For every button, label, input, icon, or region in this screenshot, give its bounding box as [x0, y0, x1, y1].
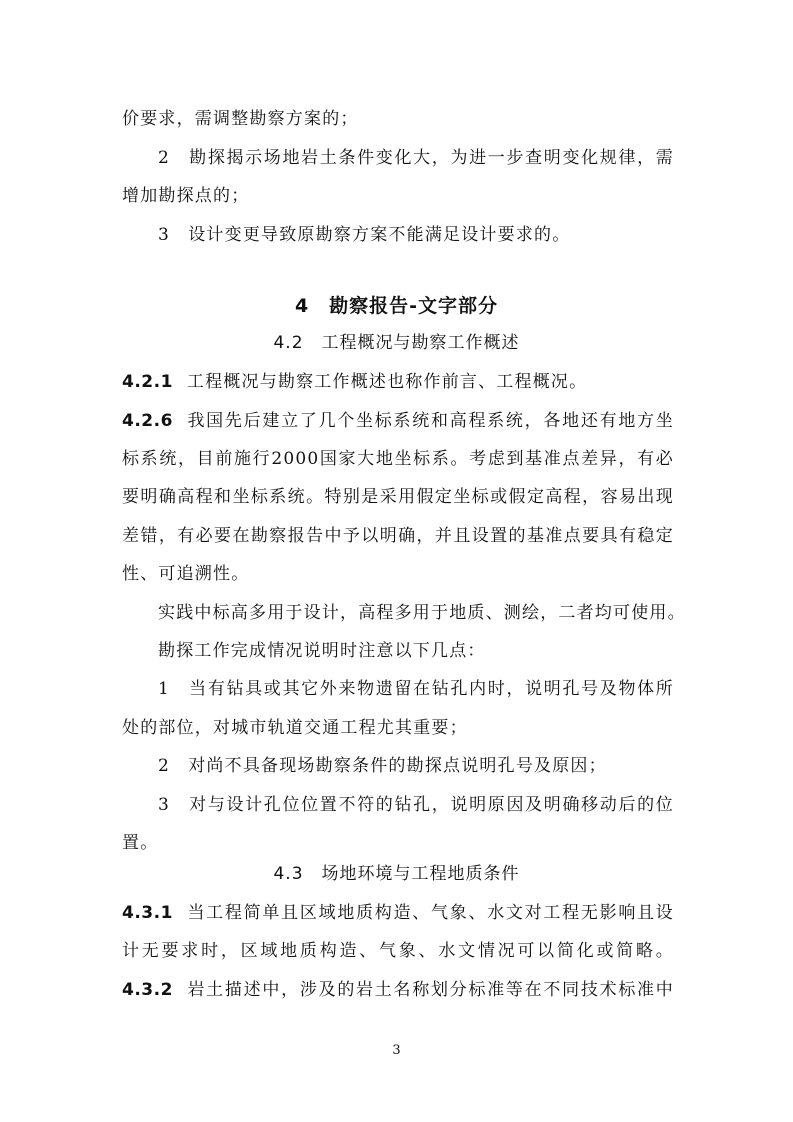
clause-text: 我国先后建立了几个坐标系统和高程系统，各地还有地方坐 [186, 411, 674, 431]
clause-4-2-6-line5: 性、可追溯性。 [122, 564, 250, 584]
clause-4-2-1 [122, 370, 674, 394]
clause-number: 4.2.1 [122, 372, 173, 392]
clause-4-2-6-line1 [122, 409, 674, 433]
page-number: 3 [392, 1043, 401, 1058]
clause-number: 4.3.2 [122, 980, 173, 1000]
list-item-2-line2: 增加勘探点的； [122, 186, 250, 206]
clause-4-2-6-line3: 要明确高程和坐标系统。特别是采用假定坐标或假定高程，容易出现 [122, 487, 674, 507]
clause-4-2-6-line4: 差错，有必要在勘察报告中予以明确，并且设置的基准点要具有稳定 [122, 526, 674, 546]
section-heading-4-2: 4.2 工程概况与勘察工作概述 [273, 333, 520, 353]
clause-4-2-6-line2: 标系统，目前施行2000国家大地坐标系。考虑到基准点差异，有必 [122, 449, 674, 469]
note-1-line2: 处的部位，对城市轨道交通工程尤其重要； [122, 718, 468, 738]
clause-text: 工程概况与勘察工作概述也称作前言、工程概况。 [186, 372, 588, 392]
clause-text: 当工程简单且区域地质构造、气象、水文对工程无影响且设 [186, 903, 674, 923]
section-heading-4-3: 4.3 场地环境与工程地质条件 [273, 864, 520, 884]
clause-text: 岩土描述中，涉及的岩土名称划分标准等在不同技术标准中 [186, 980, 674, 1000]
paragraph-line: 价要求，需调整勘察方案的； [122, 109, 359, 129]
clause-number: 4.2.6 [122, 411, 173, 431]
paragraph-practice: 实践中标高多用于设计，高程多用于地质、测绘，二者均可使用。 [158, 603, 686, 623]
list-item-2-line1: 2 勘探揭示场地岩土条件变化大，为进一步查明变化规律，需 [158, 148, 674, 168]
note-3-line2: 置。 [122, 833, 159, 853]
clause-number: 4.3.1 [122, 903, 173, 923]
clause-4-3-1-line1 [122, 901, 674, 925]
list-item-3: 3 设计变更导致原勘察方案不能满足设计要求的。 [158, 225, 571, 245]
note-3-line1: 3 对与设计孔位位置不符的钻孔，说明原因及明确移动后的位 [158, 795, 674, 815]
chapter-title: 4 勘察报告-文字部分 [294, 295, 499, 317]
note-2: 2 对尚不具备现场勘察条件的勘探点说明孔号及原因； [158, 756, 607, 776]
note-1-line1: 1 当有钻具或其它外来物遗留在钻孔内时，说明孔号及物体所 [158, 679, 674, 699]
clause-4-3-1-line2: 计无要求时，区域地质构造、气象、水文情况可以简化或简略。 [122, 941, 674, 961]
paragraph-notes-intro: 勘探工作完成情况说明时注意以下几点： [158, 641, 486, 661]
clause-4-3-2-line1 [122, 978, 674, 1002]
